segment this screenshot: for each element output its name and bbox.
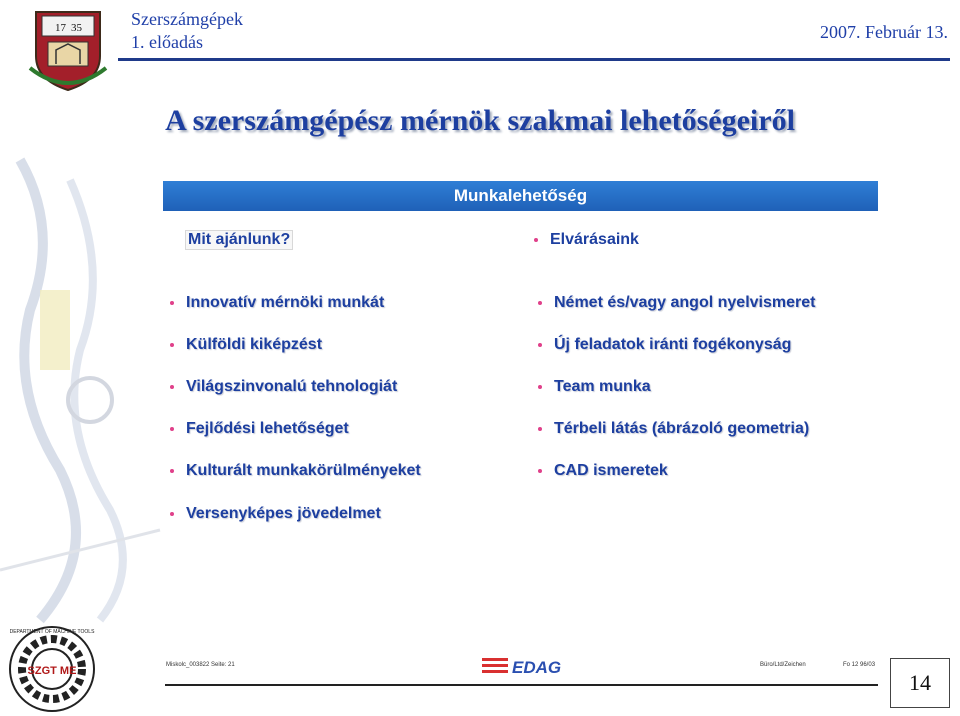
list-item (538, 378, 651, 396)
right-heading-label: Elvárásaink (550, 231, 639, 248)
edag-logo (482, 654, 580, 680)
department-gear-logo (4, 622, 100, 716)
list-item-label: Innovatív mérnöki munkát (186, 294, 385, 311)
list-item (538, 462, 668, 480)
list-item (170, 462, 421, 480)
list-item (170, 336, 322, 354)
lecture-number: 1. előadás (131, 32, 203, 52)
list-item-label: Versenyképes jövedelmet (186, 505, 381, 522)
list-item-label: CAD ismeretek (554, 462, 668, 479)
bullet-icon (170, 385, 174, 389)
footer-divider (165, 684, 878, 686)
footer-reference: Miskolc_003822 Seite: 21 (166, 662, 235, 668)
bullet-icon (538, 427, 542, 431)
list-item (538, 294, 815, 312)
list-item-label: Kulturált munkakörülményeket (186, 462, 421, 479)
machine-drawing-watermark (0, 150, 165, 630)
university-crest-logo (28, 6, 108, 94)
list-item-label: Külföldi kiképzést (186, 336, 323, 353)
bullet-icon (538, 301, 542, 305)
list-item (170, 505, 381, 523)
list-item (170, 294, 384, 312)
edag-text: EDAG (512, 658, 562, 677)
slide-title: A szerszámgépész mérnök szakmai lehetőségeiről (165, 104, 795, 137)
crest-year-left: 17 (55, 22, 66, 34)
right-column-heading (534, 231, 639, 249)
bullet-icon (534, 238, 538, 242)
header-course (131, 8, 243, 54)
page-number: 14 (890, 658, 950, 708)
list-item (538, 336, 791, 354)
footer-office: Büro/Ltd/Zeichen (760, 662, 806, 668)
header-divider (118, 58, 950, 61)
list-item-label: Team munka (554, 378, 651, 395)
list-item (170, 378, 397, 396)
course-name: Szerszámgépek (131, 9, 243, 29)
list-item (538, 420, 809, 438)
list-item (170, 420, 349, 438)
left-column-heading: Mit ajánlunk? (185, 230, 293, 250)
bullet-icon (538, 469, 542, 473)
list-item-label: Térbeli látás (ábrázoló geometria) (554, 420, 810, 437)
list-item-label: Fejlődési lehetőséget (186, 420, 349, 437)
bullet-icon (170, 512, 174, 516)
list-item-label: Német és/vagy angol nyelvismeret (554, 294, 816, 311)
footer-code: Fo 12 96/03 (843, 662, 876, 668)
bullet-icon (170, 301, 174, 305)
crest-year-right: 35 (71, 22, 82, 34)
dept-logo-inner-text: SZGT ME (27, 665, 77, 677)
bullet-icon (538, 385, 542, 389)
list-item-label: Világszinvonalú tehnologiát (186, 378, 398, 395)
bullet-icon (170, 469, 174, 473)
bullet-icon (538, 343, 542, 347)
header-date: 2007. Február 13. (820, 22, 948, 42)
bullet-icon (170, 343, 174, 347)
section-banner: Munkalehetőség (163, 181, 878, 211)
dept-logo-ring-text: DEPARTMENT OF MACHINE TOOLS (9, 629, 95, 635)
bullet-icon (170, 427, 174, 431)
list-item-label: Új feladatok iránti fogékonyság (554, 336, 792, 353)
